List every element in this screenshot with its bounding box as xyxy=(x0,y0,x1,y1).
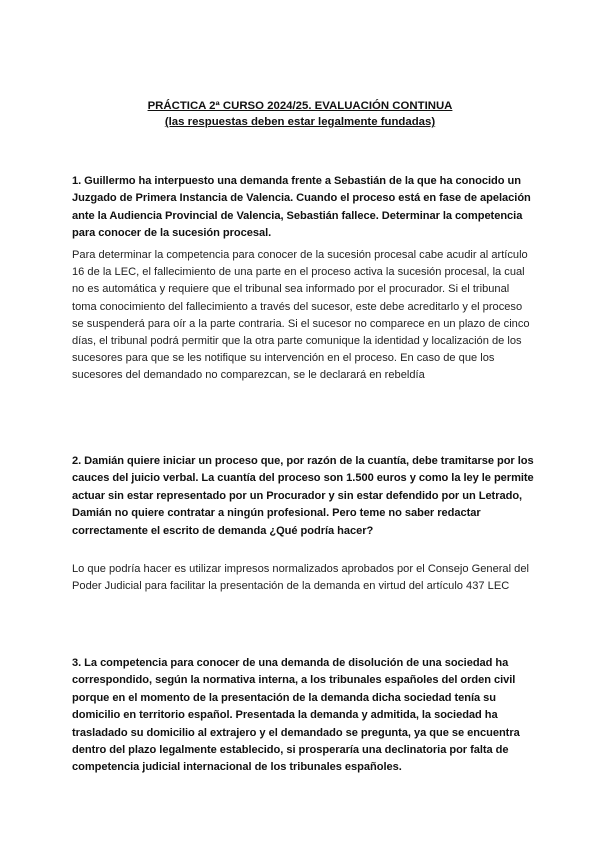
question-3: 3. La competencia para conocer de una demanda de disolución de una sociedad ha correspondido, según la normativa interna, a los tribunales españoles del orden civil porque en el momento de la presentación de la demanda dicha sociedad tenía su domicilio en territorio español. Presentada la demanda y admitida, la sociedad ha trasladado su domicilio al extrajero y el demandado se pregunta, ya que se encuentra dentro del plazo legalmente establecido, si prosperaría una declinatoria por falta de competencia judicial internacional de los tribunales españoles. xyxy=(72,657,520,774)
question-1: 1. Guillermo ha interpuesto una demanda frente a Sebastián de la que ha conocido un Juzgado de Primera Instancia de Valencia. Cuando el proceso está en fase de apelación ante la Audiencia Provincial de Valencia, Sebastián fallece. Determinar la competencia para conocer de la sucesión procesal. xyxy=(72,175,531,240)
document-subtitle: (las respuestas deben estar legalmente fundadas) xyxy=(164,116,436,128)
answer-1: Para determinar la competencia para conocer de la sucesión procesal cabe acudir al artículo 16 de la LEC, el fallecimiento de una parte en el proceso activa la sucesión procesal, la cual no es automática y requiere que el tribunal sea informado por el procurador. Si el tribunal toma conocimiento del fallecimiento a través del sucesor, este debe acreditarlo y el proceso se suspenderá para oír a la parte contraria. Si el sucesor no comparece en un plazo de cinco días, el tribunal podrá permitir que la otra parte comunique la identidad y localización de los sucesores para que se les notifique su intervención en el proceso. En caso de que los sucesores del demandado no comparezcan, se le declarará en rebeldía xyxy=(72,249,530,382)
answer-2: Lo que podría hacer es utilizar impresos normalizados aprobados por el Consejo General del Poder Judicial para facilitar la presentación de la demanda en virtud del artículo 437 LEC xyxy=(72,563,529,593)
document-title: PRÁCTICA 2ª CURSO 2024/25. EVALUACIÓN CONTINUA xyxy=(147,100,453,112)
question-2: 2. Damián quiere iniciar un proceso que, por razón de la cuantía, debe tramitarse por los cauces del juicio verbal. La cuantía del proceso son 1.500 euros y como la ley le permite actuar sin estar representado por un Procurador y sin estar defendido por un Letrado, Damián no quiere contratar a ningún profesional. Pero teme no saber redactar correctamente el escrito de demanda ¿Qué podría hacer? xyxy=(72,455,534,537)
